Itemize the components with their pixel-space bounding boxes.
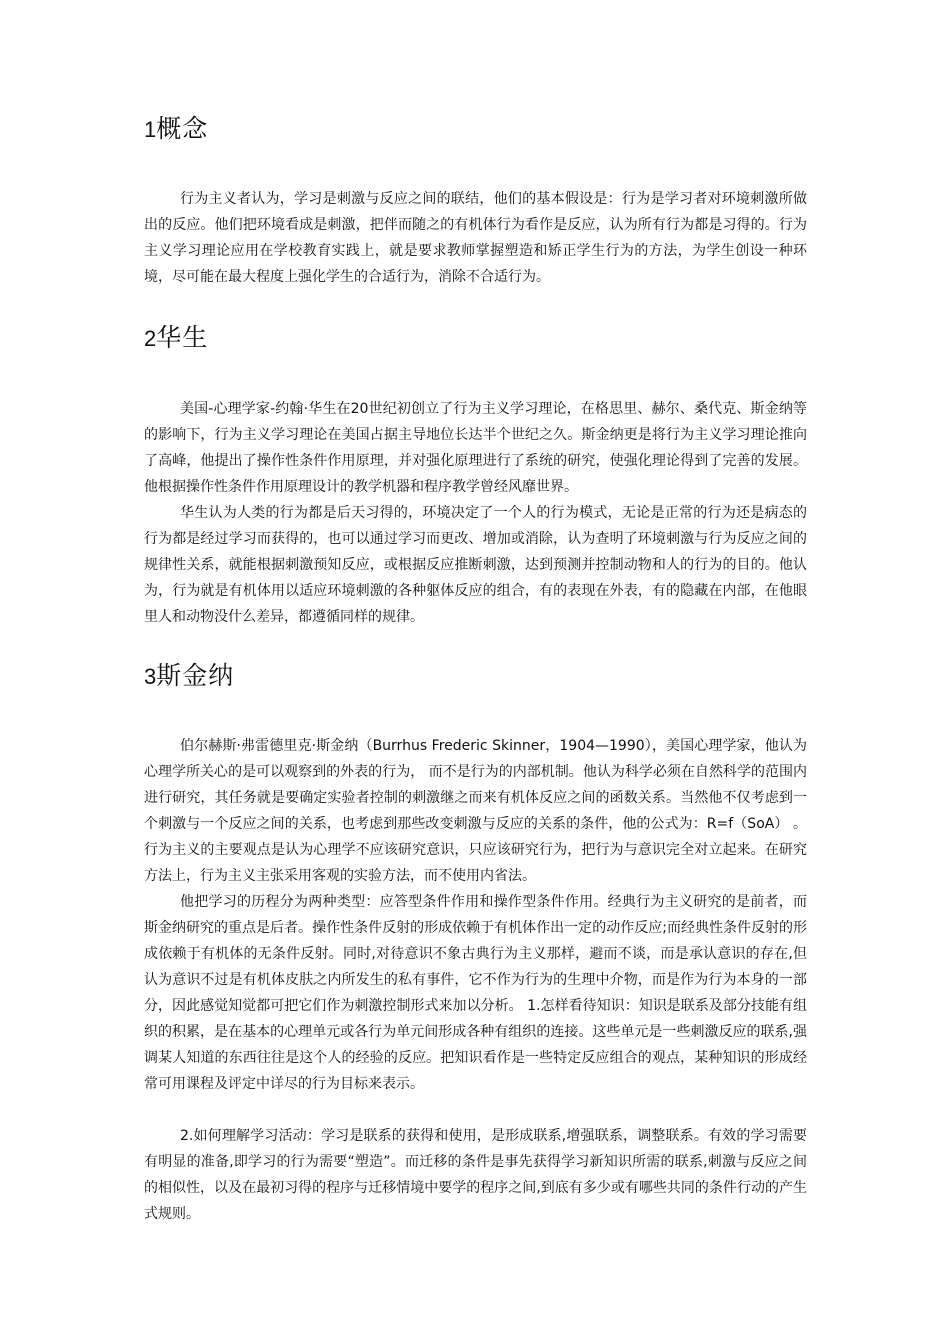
paragraph: 伯尔赫斯·弗雷德里克·斯金纳（Burrhus Frederic Skinner，1904—1990），美国心理学家，他认为心理学所关心的是可以观察到的外表的行为， 而不是行为的内部机制。他认为科学必须在自然科学的范围内进行研究，其任务就是要确定实验者控制的刺激继之而来有机体反应之间的函数关系。当然他不仅考虑到一个刺激与一个反应之间的关系，也考虑到那些改变刺激与反应的关系的条件，他的公式为：R=f（SoA） 。行为主义的主要观点是认为心理学不应该研究意识，只应该研究行为，把行为与意识完全对立起来。在研究方法上，行为主义主张采用客观的实验方法，而不使用内省法。: [144, 738, 807, 884]
section-number: 3: [144, 664, 157, 689]
section-heading-watson: [144, 322, 208, 355]
paragraph: 行为主义者认为，学习是刺激与反应之间的联结，他们的基本假设是：行为是学习者对环境刺激所做出的反应。他们把环境看成是刺激，把伴而随之的有机体行为看作是反应，认为所有行为都是习得的。行为主义学习理论应用在学校教育实践上，就是要求教师掌握塑造和矫正学生行为的方法，为学生创设一种环境，尽可能在最大程度上强化学生的合适行为，消除不合适行为。: [144, 191, 807, 285]
section-number: 1: [144, 117, 157, 142]
section-number: 2: [144, 326, 157, 351]
section-title: 华生: [156, 323, 209, 352]
section-title: 概念: [156, 114, 209, 143]
paragraph: 美国-心理学家-约翰·华生在20世纪初创立了行为主义学习理论，在格思里、赫尔、桑代克、斯金纳等的影响下，行为主义学习理论在美国占据主导地位长达半个世纪之久。斯金纳更是将行为主义学习理论推向了高峰，他提出了操作性条件作用原理，并对强化原理进行了系统的研究，使强化理论得到了完善的发展。他根据操作性条件作用原理设计的教学机器和程序教学曾经风靡世界。: [144, 401, 807, 495]
paragraph: 2.如何理解学习活动：学习是联系的获得和使用，是形成联系,增强联系，调整联系。有效的学习需要有明显的准备,即学习的行为需要“塑造”。而迁移的条件是事先获得学习新知识所需的联系,刺激与反应之间的相似性，以及在最初习得的程序与迁移情境中要学的程序之间,到底有多少或有哪些共同的条件行动的产生式规则。: [144, 1128, 807, 1222]
section-heading-skinner: [144, 660, 234, 693]
paragraph: 他把学习的历程分为两种类型：应答型条件作用和操作型条件作用。经典行为主义研究的是前者，而斯金纳研究的重点是后者。操作性条件反射的形成依赖于有机体作出一定的动作反应;而经典性条件反射的形成依赖于有机体的无条件反射。同时,对待意识不象古典行为主义那样，避而不谈，而是承认意识的存在,但认为意识不过是有机体皮肤之内所发生的私有事件，它不作为行为的生理中介物，而是作为行为本身的一部分，因此感觉知觉都可把它们作为刺激控制形式来加以分析。 1.怎样看待知识：知识是联系及部分技能有组织的积累，是在基本的心理单元或各行为单元间形成各种有组织的连接。这些单元是一些刺激反应的联系,强调某人知道的东西往往是这个人的经验的反应。把知识看作是一些特定反应组合的观点，某种知识的形成经常可用课程及评定中详尽的行为目标来表示。: [144, 894, 807, 1092]
section-heading-concept: [144, 113, 208, 146]
section-title: 斯金纳: [156, 661, 235, 690]
paragraph: 华生认为人类的行为都是后天习得的，环境决定了一个人的行为模式，无论是正常的行为还是病态的行为都是经过学习而获得的，也可以通过学习而更改、增加或消除，认为查明了环境刺激与行为反应之间的规律性关系，就能根据刺激预知反应，或根据反应推断刺激，达到预测并控制动物和人的行为的目的。他认为，行为就是有机体用以适应环境刺激的各种躯体反应的组合，有的表现在外表，有的隐藏在内部，在他眼里人和动物没什么差异，都遵循同样的规律。: [144, 505, 807, 625]
